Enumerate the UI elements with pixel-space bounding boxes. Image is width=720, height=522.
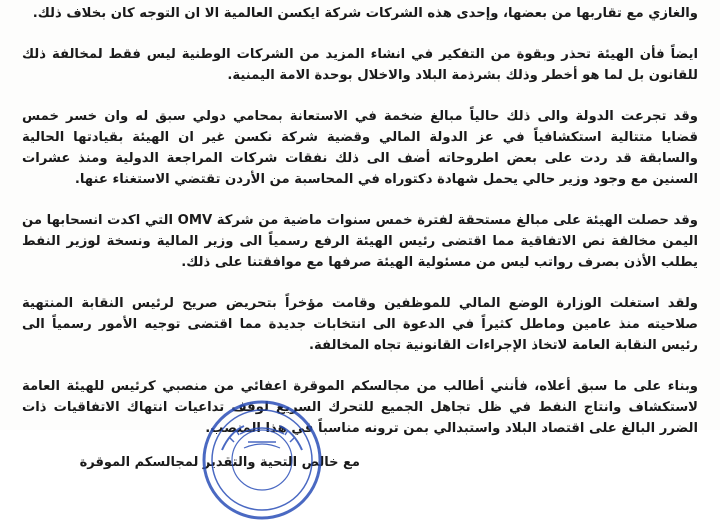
paragraph-1: والغازي مع تقاربها من بعضها، وإحدى هذه الشركات شركة ايكسن العالمية الا ان التوجه كان بخلاف ذلك. [32,6,698,21]
letter-body [22,0,698,473]
paragraph-6: وبناء على ما سبق أعلاه، فأنني أطالب من مجالسكم الموقرة اعفائي من منصبي كرئيس للهيئة العامة لاستكشاف وانتاج النفط في ظل تجاهل الجميع للتحرك السريع لوقف تداعيات انتهاك الاتفاقيات ذات الضرر البالغ على اقتصاد البلاد واستبدالي بمن ترونه مناسباً في هذا المنصب. [22,379,698,436]
closing-line: مع خالص التحية والتقدير لمجالسكم الموقرة [79,455,360,470]
paragraph-2: ايضاً فأن الهيئة تحذر وبقوة من التفكير في انشاء المزيد من الشركات الوطنية ليس فقط لمخالفة ذلك للقانون بل لما هو أخطر وذلك بشرذمة البلاد والاخلال بوحدة الامة اليمنية. [22,47,698,83]
official-seal-icon [200,398,324,522]
paragraph-5: ولقد استغلت الوزارة الوضع المالي للموظفين وقامت مؤخراً بتحريض صريح لرئيس النقابة المنتهية صلاحيته منذ عامين وماطل كثيراً في الدعوة الى انتخابات جديدة مما اقتضى توجيه الأمور رسمياً الى رئيس النقابة العامة لاتخاذ الإجراءات القانونية تجاه المخالفة. [22,296,698,353]
paragraph-4: وقد حصلت الهيئة على مبالغ مستحقة لفترة خمس سنوات ماضية من شركة OMV التي اكدت انسحابها من اليمن مخالفة نص الاتفاقية مما اقتضى رئيس الهيئة الرفع رسمياً الى وزير المالية ونسخة لوزير النفط يطلب الأذن بصرف رواتب ليس من مسئولية الهيئة صرفها مع موافقتنا على ذلك. [22,213,698,270]
paragraph-3: وقد تجرعت الدولة والى ذلك حالياً مبالغ ضخمة في الاستعانة بمحامي دولي سبق له وان خسر خمس قضايا متتالية استكشافياً في عز الدولة المالي وقضية شركة نكسن غير ان الهيئة بقيادتها الحالية والسابقة قد ردت على بعض اطروحاته أضف الى ذلك نفقات شركات المراجعة الدولية ومنذ عشرات السنين مع وجود وزير حالي يحمل شهادة دكتوراه في المحاسبة من الأردن تقتضي الاستغناء عنها. [22,109,698,187]
